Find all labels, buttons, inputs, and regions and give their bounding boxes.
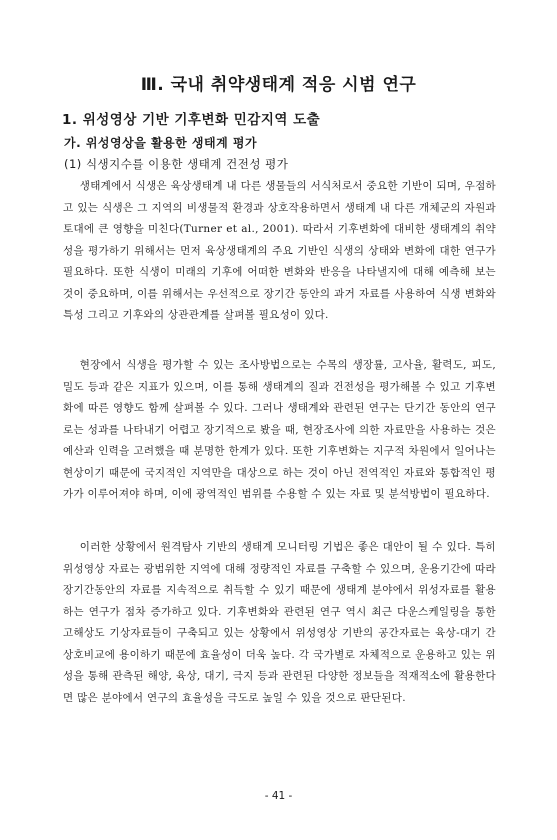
item-heading: (1) 식생지수를 이용한 생태계 건전성 평가 [64, 157, 289, 171]
subsection-heading: 가. 위성영상을 활용한 생태계 평가 [64, 136, 258, 150]
body-paragraph-1: 생태계에서 식생은 육상생태계 내 다른 생물들의 서식처로서 중요한 기반이 되며, 우점하고 있는 식생은 그 지역의 비생물적 환경과 상호작용하면서 생태계 내 다른 개체군의 자원과 토대에 큰 영향을 미친다(Turner et al., 2001). 따라서 기후변화에 대비한 생태계의 취약성을 평가하기 위해서는 먼저 육상생태계의 주요 기반인 식생의 상태와 변화에 대한 연구가 필요하다. 또한 식생이 미래의 기후에 어떠한 변화와 반응을 나타낼지에 대해 예측해 보는 것이 중요하며, 이를 위해서는 우선적으로 장기간 동안의 과거 자료를 사용하여 식생 변화와 특성 그리고 기후와의 상관관계를 살펴볼 필요성이 있다. [63, 180, 496, 321]
page-number: - 41 - [264, 790, 293, 802]
body-paragraph-3: 이러한 상황에서 원격탐사 기반의 생태계 모니터링 기법은 좋은 대안이 될 수 있다. 특히 위성영상 자료는 광범위한 지역에 대해 정량적인 자료를 구축할 수 있으며, 운용기간에 따라 장기간동안의 자료를 지속적으로 취득할 수 있기 때문에 생태계 분야에서 위성자료를 활용하는 연구가 점차 증가하고 있다. 기후변화와 관련된 연구 역시 최근 다운스케일링을 통한 고해상도 기상자료들이 구축되고 있는 상황에서 위성영상 기반의 공간자료는 육상-대기 간 상호비교에 용이하기 때문에 효율성이 더욱 높다. 각 국가별로 자체적으로 운용하고 있는 위성을 통해 관측된 해양, 육상, 대기, 극지 등과 관련된 다양한 정보들을 적재적소에 활용한다면 많은 분야에서 연구의 효율성을 극도로 높일 수 있을 것으로 판단된다. [63, 541, 496, 704]
body-paragraph-2: 현장에서 식생을 평가할 수 있는 조사방법으로는 수목의 생장률, 고사율, 활력도, 피도, 밀도 등과 같은 지표가 있으며, 이를 통해 생태계의 질과 건전성을 평가해볼 수 있고 기후변화에 따른 영향도 함께 살펴볼 수 있다. 그러나 생태계와 관련된 연구는 단기간 동안의 연구로는 성과를 나타내기 어렵고 장기적으로 봤을 때, 현장조사에 의한 자료만을 사용하는 것은 예산과 인력을 고려했을 때 분명한 한계가 있다. 또한 기후변화는 지구적 차원에서 일어나는 현상이기 때문에 국지적인 지역만을 대상으로 하는 것이 아닌 전역적인 자료와 통합적인 평가가 이루어져야 하며, 이에 광역적인 범위를 수용할 수 있는 자료 및 분석방법이 필요하다. [63, 359, 496, 500]
chapter-title: Ⅲ. 국내 취약생태계 적응 시범 연구 [140, 75, 417, 95]
section-heading: 1. 위성영상 기반 기후변화 민감지역 도출 [62, 112, 321, 128]
